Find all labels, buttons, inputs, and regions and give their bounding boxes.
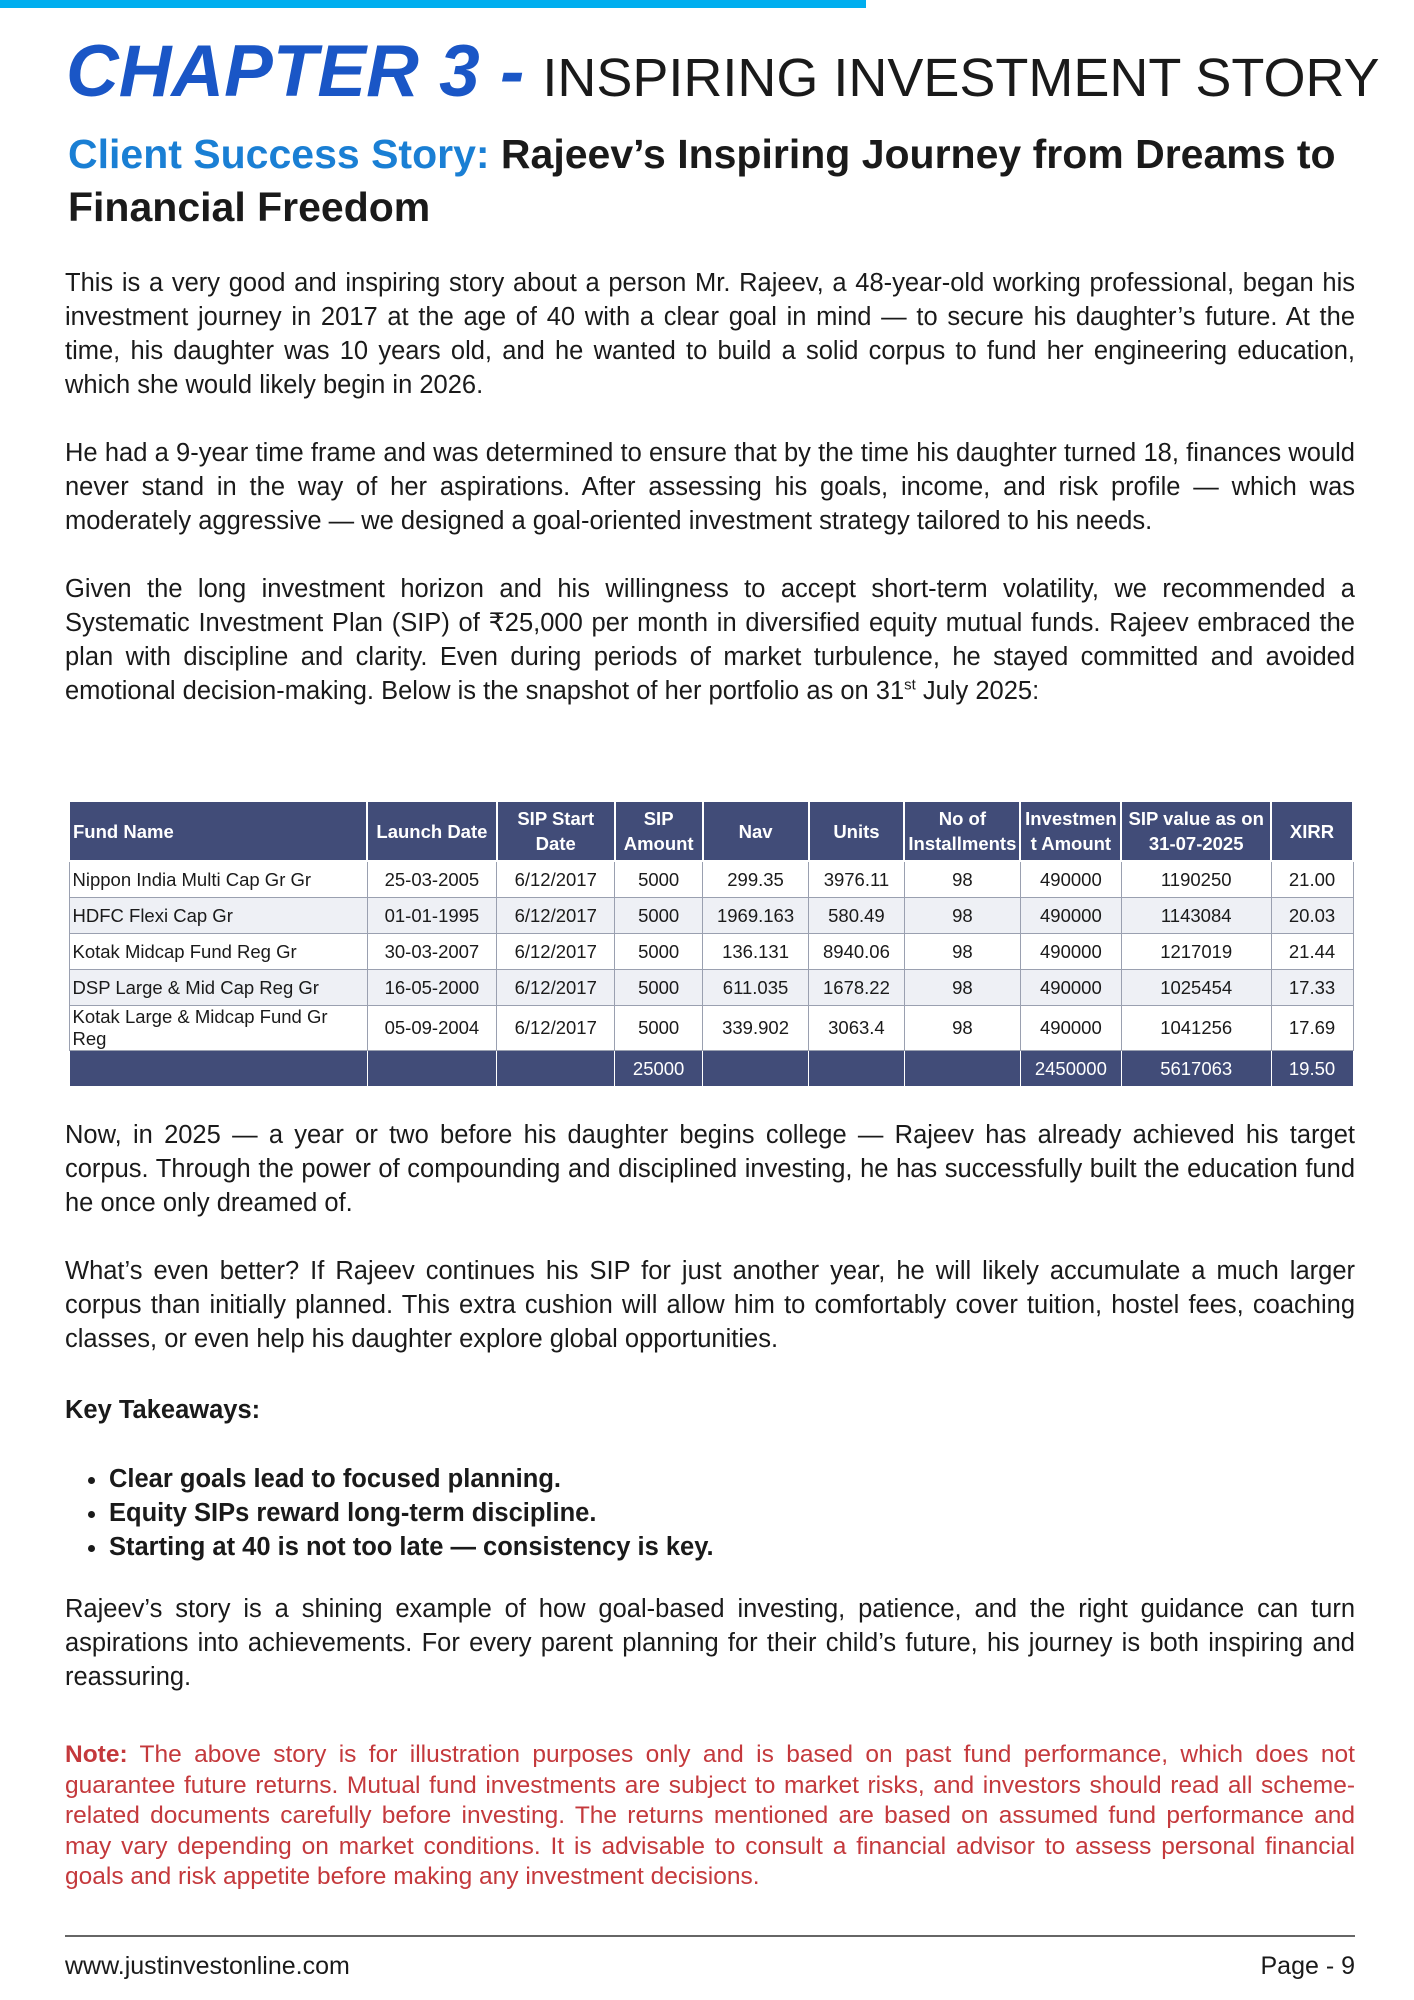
- table-cell: 30-03-2007: [367, 934, 497, 970]
- table-cell: 5000: [615, 1006, 703, 1051]
- table-cell: 1041256: [1121, 1006, 1271, 1051]
- table-cell: Nippon India Multi Cap Gr Gr: [69, 861, 367, 898]
- table-row: [69, 861, 1353, 898]
- disclaimer-note: [65, 1740, 1355, 1893]
- col-fund-name: Fund Name: [69, 801, 367, 861]
- table-cell: 490000: [1020, 1006, 1121, 1051]
- story-title: [68, 128, 1358, 234]
- footer-divider: [65, 1935, 1355, 1937]
- table-cell: 6/12/2017: [497, 861, 615, 898]
- table-cell: 490000: [1020, 934, 1121, 970]
- chapter-number: CHAPTER 3 -: [66, 31, 525, 112]
- col-sip-start-date: SIP Start Date: [497, 801, 615, 861]
- table-header-row: [69, 801, 1353, 861]
- paragraph-sip: [65, 572, 1355, 708]
- total-sip-amount: 25000: [615, 1051, 703, 1087]
- paragraph-extension: What’s even better? If Rajeev continues his SIP for just another year, he will likely accumulate a much larger corpus than initially planned. This extra cushion will allow him to comfortably cover tuition, hostel fees, coaching classes, or even help his daughter explore global opportunities.: [65, 1257, 1355, 1353]
- table-cell: 98: [904, 898, 1020, 934]
- note-text: The above story is for illustration purposes only and is based on past fund performance, which does not guarantee future returns. Mutual fund investments are subject to market risks, and investors should read all scheme-related documents carefully before investing. The returns mentioned are based on assumed fund performance and may vary depending on market conditions. It is advisable to consult a financial advisor to assess personal financial goals and risk appetite before making any investment decisions.: [65, 1741, 1355, 1890]
- table-cell: 5000: [615, 861, 703, 898]
- table-cell: 6/12/2017: [497, 934, 615, 970]
- total-sip-value: 5617063: [1121, 1051, 1271, 1087]
- portfolio-table: [68, 800, 1354, 1087]
- page-number: Page - 9: [1260, 1952, 1355, 1980]
- story-title-lead: Client Success Story:: [68, 131, 490, 177]
- paragraph-intro: This is a very good and inspiring story about a person Mr. Rajeev, a 48-year-old working professional, began his investment journey in 2017 at the age of 40 with a clear goal in mind — to secure his daughter’s future. At the time, his daughter was 10 years old, and he wanted to build a solid corpus to fund her engineering education, which she would likely begin in 2026.: [65, 269, 1355, 399]
- table-row: [69, 1006, 1353, 1051]
- table-cell: 1217019: [1121, 934, 1271, 970]
- table-cell: 25-03-2005: [367, 861, 497, 898]
- table-cell: 1025454: [1121, 970, 1271, 1006]
- table-cell: 17.69: [1271, 1006, 1353, 1051]
- table-cell: 339.902: [703, 1006, 809, 1051]
- col-sip-value: SIP value as on 31-07-2025: [1121, 801, 1271, 861]
- total-cell: [703, 1051, 809, 1087]
- footer-website: www.justinvestonline.com: [65, 1952, 350, 1980]
- table-cell: 490000: [1020, 970, 1121, 1006]
- col-units: Units: [809, 801, 905, 861]
- chapter-heading: [66, 30, 1380, 113]
- col-investment-amount: Investmen t Amount: [1020, 801, 1121, 861]
- table-cell: 6/12/2017: [497, 898, 615, 934]
- chapter-title: INSPIRING INVESTMENT STORY: [542, 48, 1380, 108]
- table-cell: 16-05-2000: [367, 970, 497, 1006]
- table-cell: 98: [904, 970, 1020, 1006]
- story-title-text: Rajeev’s Inspiring Journey from Dreams to Financial Freedom: [68, 131, 1336, 230]
- table-cell: 3063.4: [809, 1006, 905, 1051]
- table-cell: 1969.163: [703, 898, 809, 934]
- table-cell: 98: [904, 934, 1020, 970]
- paragraph-sip-text: Given the long investment horizon and his willingness to accept short-term volatility, we recommended a Systematic Investment Plan (SIP) of ₹25,000 per month in diversified equity mutual funds. Rajeev embraced the plan with discipline and clarity. Even during periods of market turbulence, he stayed committed and avoided emotional decision-making. Below is the snapshot of her portfolio as on 31: [65, 575, 1355, 705]
- table-cell: Kotak Large & Midcap Fund Gr Reg: [69, 1006, 367, 1051]
- col-sip-amount: SIP Amount: [615, 801, 703, 861]
- table-total-row: [69, 1051, 1353, 1087]
- paragraph-timeframe: He had a 9-year time frame and was determined to ensure that by the time his daughter turned 18, finances would never stand in the way of her aspirations. After assessing his goals, income, and risk profile — which was moderately aggressive — we designed a goal-oriented investment strategy tailored to his needs.: [65, 439, 1355, 535]
- total-cell: [809, 1051, 905, 1087]
- total-cell: [497, 1051, 615, 1087]
- table-row: [69, 898, 1353, 934]
- table-cell: 6/12/2017: [497, 970, 615, 1006]
- col-installments: No of Installments: [904, 801, 1020, 861]
- total-xirr: 19.50: [1271, 1051, 1353, 1087]
- list-item: • Equity SIPs reward long-term discipline.: [109, 1496, 714, 1530]
- table-cell: 98: [904, 861, 1020, 898]
- col-xirr: XIRR: [1271, 801, 1353, 861]
- paragraph-sip-date: July 2025:: [915, 677, 1040, 705]
- note-label: Note:: [65, 1741, 128, 1768]
- table-cell: 01-01-1995: [367, 898, 497, 934]
- table-cell: 21.00: [1271, 861, 1353, 898]
- table-cell: 5000: [615, 898, 703, 934]
- table-cell: 98: [904, 1006, 1020, 1051]
- key-takeaways-title: Key Takeaways:: [65, 1396, 261, 1424]
- table-cell: 1678.22: [809, 970, 905, 1006]
- ordinal-suffix: st: [904, 676, 916, 694]
- key-takeaways-list: [80, 1462, 714, 1564]
- list-item: • Clear goals lead to focused planning.: [109, 1462, 714, 1496]
- table-cell: 5000: [615, 970, 703, 1006]
- list-item: • Starting at 40 is not too late — consistency is key.: [109, 1530, 714, 1564]
- table-cell: 611.035: [703, 970, 809, 1006]
- top-accent-bar: [0, 0, 866, 8]
- table-cell: 17.33: [1271, 970, 1353, 1006]
- table-row: [69, 970, 1353, 1006]
- table-cell: DSP Large & Mid Cap Reg Gr: [69, 970, 367, 1006]
- table-cell: 136.131: [703, 934, 809, 970]
- table-cell: 490000: [1020, 861, 1121, 898]
- col-launch-date: Launch Date: [367, 801, 497, 861]
- paragraph-achievement: Now, in 2025 — a year or two before his daughter begins college — Rajeev has already achieved his target corpus. Through the power of compounding and disciplined investing, he has successfully built the education fund he once only dreamed of.: [65, 1121, 1355, 1217]
- table-cell: 5000: [615, 934, 703, 970]
- table-cell: Kotak Midcap Fund Reg Gr: [69, 934, 367, 970]
- table-cell: 8940.06: [809, 934, 905, 970]
- total-cell: [904, 1051, 1020, 1087]
- table-cell: 1143084: [1121, 898, 1271, 934]
- table-cell: 20.03: [1271, 898, 1353, 934]
- total-investment-amount: 2450000: [1020, 1051, 1121, 1087]
- col-nav: Nav: [703, 801, 809, 861]
- paragraph-conclusion: Rajeev’s story is a shining example of how goal-based investing, patience, and the right guidance can turn aspirations into achievements. For every parent planning for their child’s future, his journey is both inspiring and reassuring.: [65, 1595, 1355, 1691]
- table-row: [69, 934, 1353, 970]
- table-cell: 299.35: [703, 861, 809, 898]
- table-cell: 3976.11: [809, 861, 905, 898]
- table-cell: 6/12/2017: [497, 1006, 615, 1051]
- table-cell: HDFC Flexi Cap Gr: [69, 898, 367, 934]
- table-cell: 580.49: [809, 898, 905, 934]
- table-cell: 21.44: [1271, 934, 1353, 970]
- table-cell: 490000: [1020, 898, 1121, 934]
- total-cell: [367, 1051, 497, 1087]
- total-cell: [69, 1051, 367, 1087]
- table-cell: 1190250: [1121, 861, 1271, 898]
- table-cell: 05-09-2004: [367, 1006, 497, 1051]
